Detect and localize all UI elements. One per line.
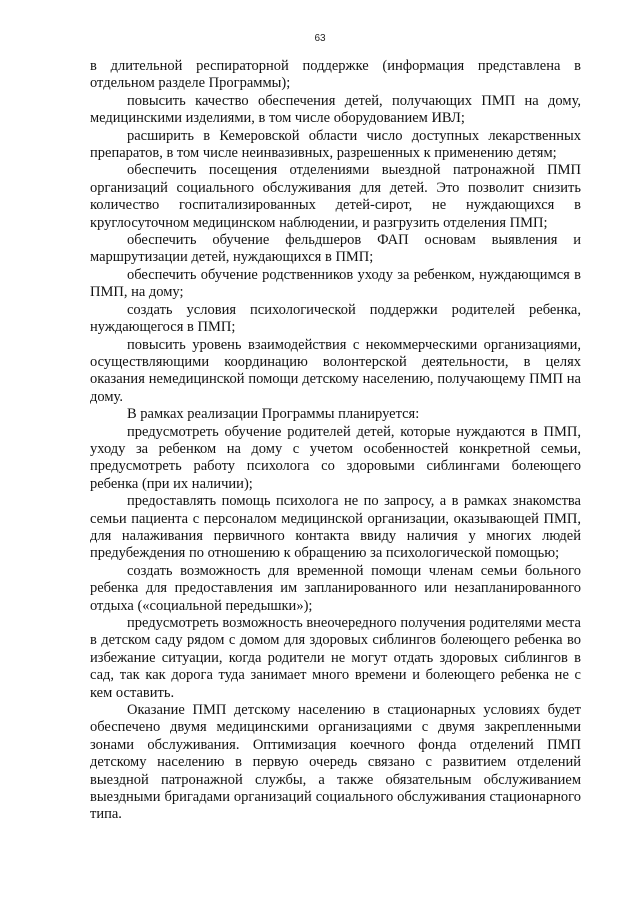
paragraph: обеспечить посещения отделениями выездной патронажной ПМП организаций социального обслуживания для детей. Это позволит снизить количество госпитализированных детей-сирот, не нуждающихся в круглосуточном медицинском наблюдении, и разгрузить отделения ПМП;	[90, 162, 581, 231]
paragraph: В рамках реализации Программы планируется:	[127, 406, 420, 423]
page-number: 63	[314, 33, 326, 44]
paragraph: предоставлять помощь психолога не по запросу, а в рамках знакомства семьи пациента с персоналом медицинской организации, оказывающей ПМП, для налаживания первичного контакта ввиду наличия у многих людей предубеждения по отношению к обращению за психологической помощью;	[90, 493, 581, 562]
document-body	[90, 58, 581, 824]
paragraph: расширить в Кемеровской области число доступных лекарственных препаратов, в том числе неинвазивных, разрешенных к применению детям;	[90, 127, 581, 162]
paragraph: предусмотреть возможность внеочередного получения родителями места в детском саду рядом с домом для здоровых сиблингов болеющего ребенка во избежание ситуации, когда родители не могут отдать здоровых сиблингов в сад, так как дорога туда занимает много времени и болеющего ребенка не с кем оставить.	[90, 615, 581, 701]
paragraph: обеспечить обучение родственников уходу за ребенком, нуждающимся в ПМП, на дому;	[90, 266, 581, 301]
paragraph: предусмотреть обучение родителей детей, которые нуждаются в ПМП, уходу за ребенком на дому с учетом особенностей конкретной семьи, предусмотреть работу психолога со здоровыми сиблингами болеющего ребенка (при их наличии);	[90, 423, 581, 492]
paragraph: повысить качество обеспечения детей, получающих ПМП на дому, медицинскими изделиями, в том числе оборудованием ИВЛ;	[90, 92, 581, 127]
paragraph: в длительной респираторной поддержке (информация представлена в отдельном разделе Программы);	[90, 58, 581, 92]
paragraph: обеспечить обучение фельдшеров ФАП основам выявления и маршрутизации детей, нуждающихся в ПМП;	[90, 232, 581, 266]
paragraph: создать условия психологической поддержки родителей ребенка, нуждающегося в ПМП;	[90, 301, 581, 336]
paragraph: Оказание ПМП детскому населению в стационарных условиях будет обеспечено двумя медицинскими организациями с двумя закрепленными зонами обслуживания. Оптимизация коечного фонда отделений ПМП детскому населению в первую очередь связано с развитием отделений выездной патронажной службы, а также обязательным обслуживанием выездными бригадами организаций социального обслуживания стационарного типа.	[90, 702, 581, 823]
paragraph: создать возможность для временной помощи членам семьи больного ребенка для предоставления им запланированного или незапланированного отдыха («социальной передышки»);	[90, 562, 581, 614]
paragraph: повысить уровень взаимодействия с некоммерческими организациями, осуществляющими координацию волонтерской деятельности, в целях оказания немедицинской помощи детскому населению, получающему ПМП на дому.	[90, 336, 581, 405]
